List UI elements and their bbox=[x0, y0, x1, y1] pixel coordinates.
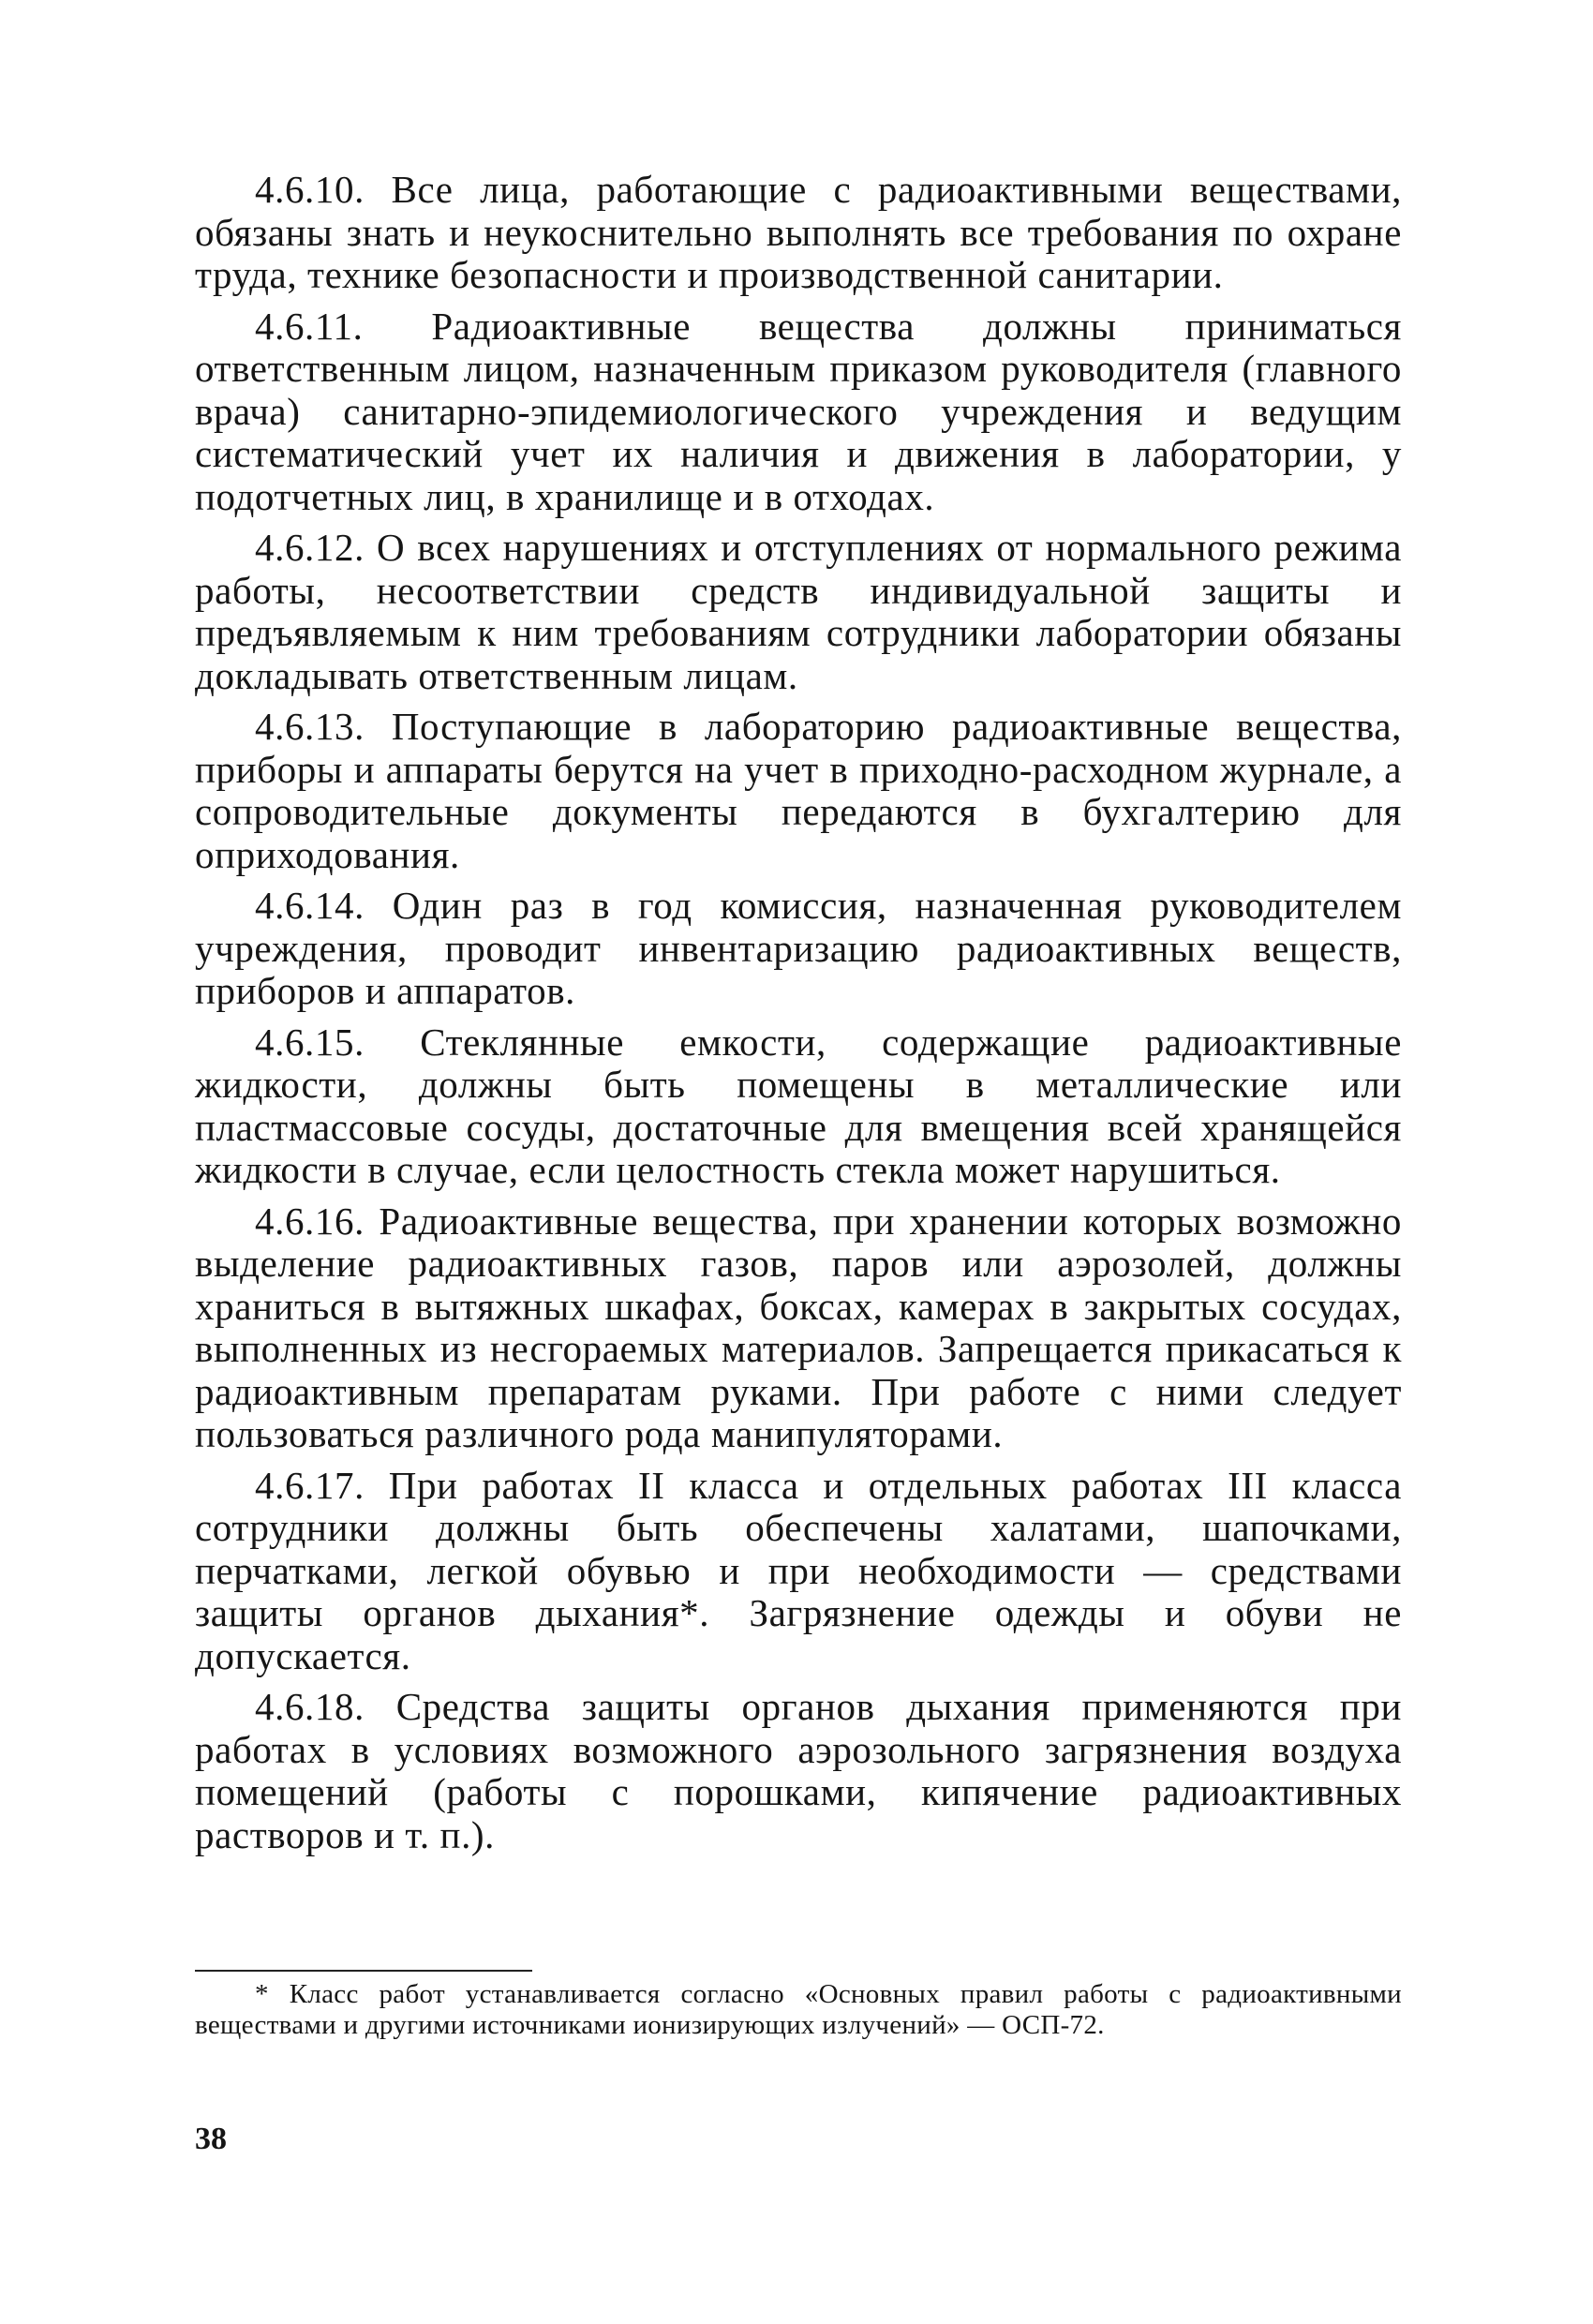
paragraph-4-6-14: 4.6.14. Один раз в год комиссия, назначенная руководителем учреждения, проводит инвентаризацию радиоактивных веществ, приборов и аппаратов. bbox=[195, 884, 1402, 1012]
paragraph-4-6-16: 4.6.16. Радиоактивные вещества, при хранении которых возможно выделение радиоактивных газов, паров или аэрозолей, должны храниться в вытяжных шкафах, боксах, камерах в закрытых сосудах, выполненных из несгораемых материалов. Запрещается прикасаться к радиоактивным препаратам руками. При работе с ними следует пользоваться различного рода манипуляторами. bbox=[195, 1199, 1402, 1455]
footnote: * Класс работ устанавливается согласно «Основных правил работы с радиоактивными веществами и другими источниками ионизирующих излучений» — ОСП-72. bbox=[195, 1979, 1402, 2040]
paragraph-4-6-15: 4.6.15. Стеклянные емкости, содержащие радиоактивные жидкости, должны быть помещены в металлические или пластмассовые сосуды, достаточные для вмещения всей хранящейся жидкости в случае, если целостность стекла может нарушиться. bbox=[195, 1020, 1402, 1191]
paragraph-4-6-18: 4.6.18. Средства защиты органов дыхания применяются при работах в условиях возможного аэрозольного загрязнения воздуха помещений (работы с порошками, кипячение радиоактивных растворов и т. п.). bbox=[195, 1685, 1402, 1856]
paragraph-4-6-11: 4.6.11. Радиоактивные вещества должны приниматься ответственным лицом, назначенным приказом руководителя (главного врача) санитарно-эпидемиологического учреждения и ведущим систематический учет их наличия и движения в лаборатории, у подотчетных лиц, в хранилище и в отходах. bbox=[195, 304, 1402, 518]
footnote-divider bbox=[195, 1970, 532, 1972]
paragraph-4-6-13: 4.6.13. Поступающие в лабораторию радиоактивные вещества, приборы и аппараты берутся на учет в приходно-расходном журнале, а сопроводительные документы передаются в бухгалтерию для оприходования. bbox=[195, 705, 1402, 876]
body-text bbox=[195, 169, 1402, 1865]
paragraph-4-6-10: 4.6.10. Все лица, работающие с радиоактивными веществами, обязаны знать и неукоснительно выполнять все требования по охране труда, технике безопасности и производственной санитарии. bbox=[195, 168, 1402, 296]
page-number: 38 bbox=[195, 2122, 227, 2156]
paragraph-4-6-17: 4.6.17. При работах II класса и отдельных работах III класса сотрудники должны быть обеспечены халатами, шапочками, перчатками, легкой обувью и при необходимости — средствами защиты органов дыхания*. Загрязнение одежды и обуви не допускается. bbox=[195, 1463, 1402, 1677]
paragraph-4-6-12: 4.6.12. О всех нарушениях и отступлениях от нормального режима работы, несоответствии средств индивидуальной защиты и предъявляемым к ним требованиям сотрудники лаборатории обязаны докладывать ответственным лицам. bbox=[195, 526, 1402, 697]
